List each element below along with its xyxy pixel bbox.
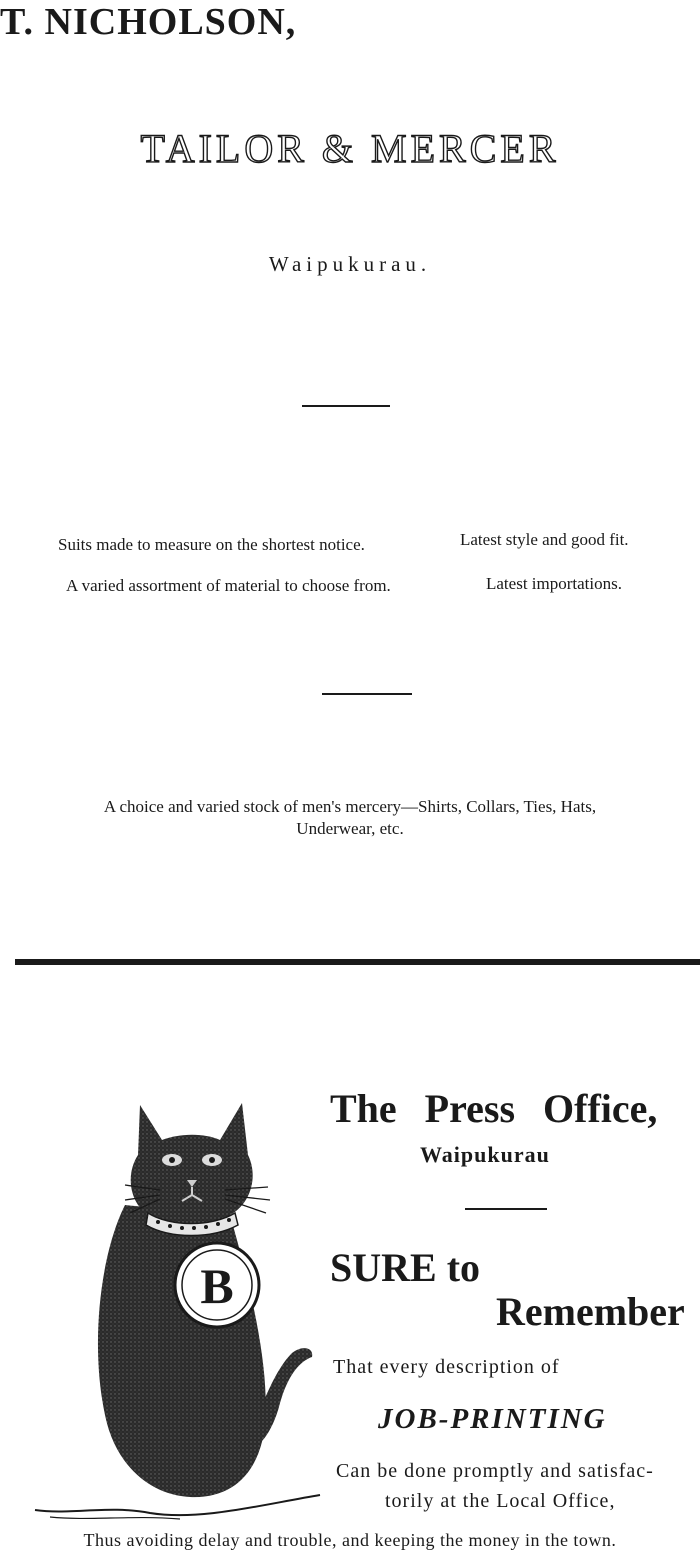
black-cat-illustration — [30, 1085, 330, 1530]
tailor-town: Waipukurau. — [268, 252, 432, 276]
remember-heading: Remember — [496, 1289, 685, 1334]
badge-letter: B — [200, 1258, 234, 1314]
section-separator — [15, 959, 700, 965]
torily-line: torily at the Local Office, — [385, 1490, 616, 1512]
that-line: That every description of — [333, 1356, 560, 1378]
job-printing-heading: JOB-PRINTING — [378, 1403, 607, 1435]
stock-line-2: Underwear, etc. — [296, 819, 404, 838]
can-line: Can be done promptly and satisfac- — [336, 1460, 654, 1482]
press-office-town: Waipukurau — [420, 1142, 550, 1167]
line2-right: Latest importations. — [486, 574, 622, 593]
stock-line-1: A choice and varied stock of men's mercery—Shirts, Collars, Ties, Hats, — [103, 797, 597, 816]
advertiser-name: T. NICHOLSON, — [0, 1, 297, 43]
line2-left: A varied assortment of material to choose from. — [66, 576, 391, 595]
middle-divider — [322, 693, 412, 695]
trade-heading-text: TAILOR & MERCER — [140, 126, 560, 171]
trade-heading — [0, 125, 700, 172]
sure-heading: SURE to — [330, 1245, 481, 1290]
press-office-title: The Press Office, — [330, 1086, 658, 1131]
line1-right: Latest style and good fit. — [460, 530, 629, 549]
footer-line: Thus avoiding delay and trouble, and keeping the money in the town. — [83, 1530, 617, 1550]
short-divider — [302, 405, 390, 407]
line1-left: Suits made to measure on the shortest notice. — [58, 535, 365, 554]
press-divider — [465, 1208, 547, 1210]
